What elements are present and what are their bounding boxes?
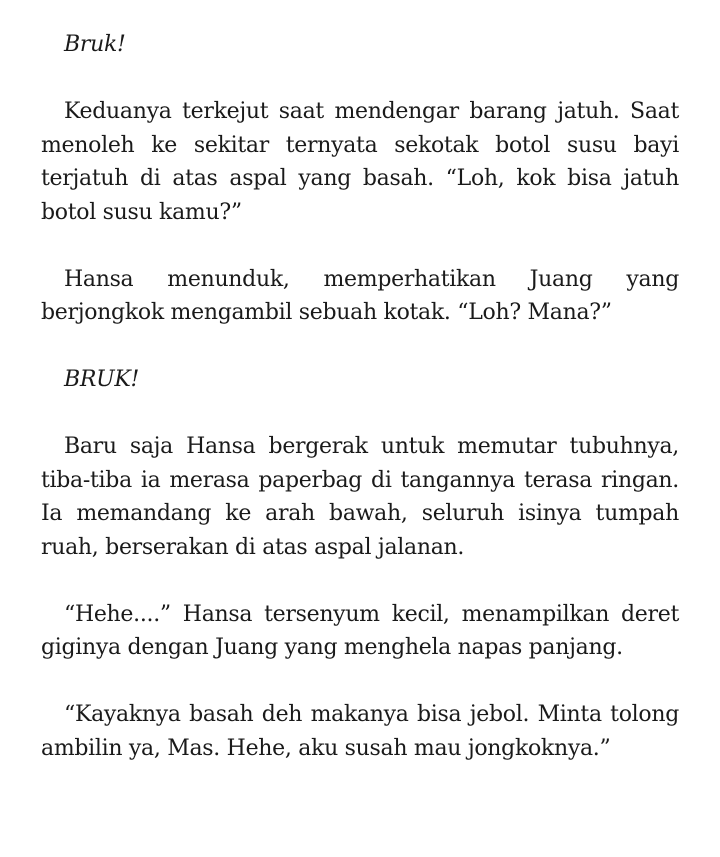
paragraph-bruk: Bruk! <box>64 32 126 57</box>
paragraph-bruk-caps: BRUK! <box>64 367 140 392</box>
paragraph-hansa-menunduk: Hansa menunduk, memperhatikan Juang yang berjongkok mengambil sebuah kotak. “Loh? Mana?” <box>41 266 679 325</box>
paragraph-baru-saja: Baru saja Hansa bergerak untuk memutar tubuhnya, tiba-tiba ia merasa paperbag di tangannya terasa ringan. Ia memandang ke arah bawah, seluruh isinya tumpah ruah, berserakan di atas aspal jalanan. <box>41 434 679 560</box>
paragraph-hehe: “Hehe....” Hansa tersenyum kecil, menampilkan deret giginya dengan Juang yang menghela napas panjang. <box>41 601 679 660</box>
reader-page <box>41 28 679 765</box>
paragraph-kayaknya: “Kayaknya basah deh makanya bisa jebol. Minta tolong ambilin ya, Mas. Hehe, aku susah mau jongkoknya.” <box>41 702 679 761</box>
paragraph-keduanya: Keduanya terkejut saat mendengar barang jatuh. Saat menoleh ke sekitar ternyata sekotak botol susu bayi terjatuh di atas aspal yang basah. “Loh, kok bisa jatuh botol susu kamu?” <box>41 99 679 225</box>
